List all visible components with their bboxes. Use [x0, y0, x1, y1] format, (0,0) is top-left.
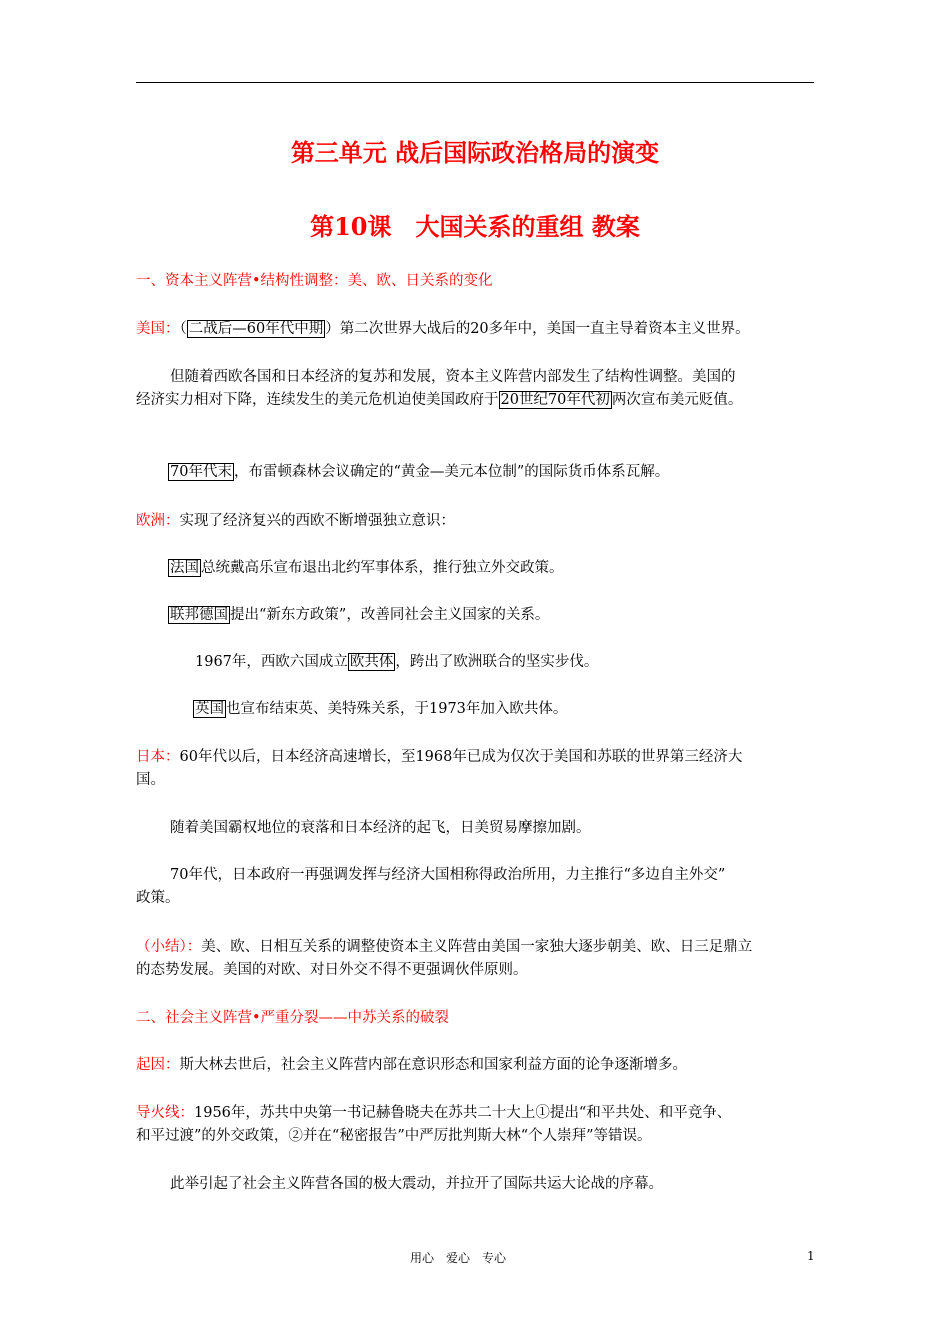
frg-text: 提出“新东方政策”，改善同社会主义国家的关系。 — [230, 607, 550, 623]
fuse-p2: 此举引起了社会主义阵营各国的极大震动，并拉开了国际共运大论战的序幕。 — [170, 1176, 663, 1192]
usa-paren-open: （ — [179, 321, 187, 337]
summary-label: （小结）： — [136, 939, 202, 955]
usa-p2-line1: 但随着西欧各国和日本经济的复苏和发展，资本主义阵营内部发生了结构性调整。美国的 — [170, 369, 736, 385]
japan-p3-line1: 70年代，日本政府一再强调发挥与经济大国相称得政治所用，力主推行“多边自主外交” — [170, 867, 726, 883]
summary-line1 — [136, 936, 752, 958]
uk-paragraph — [193, 698, 567, 720]
japan-line2: 国。 — [136, 772, 165, 788]
europe-paragraph — [136, 510, 455, 532]
cause-label: 起因： — [136, 1057, 180, 1073]
usa-p3-date-box: 70年代末 — [170, 464, 232, 480]
section-2-heading: 二、社会主义阵营•严重分裂——中苏关系的破裂 — [136, 1010, 450, 1026]
usa-p3-text: ，布雷顿森林会议确定的“黄金—美元本位制”的国际货币体系瓦解。 — [233, 464, 670, 480]
ec-box: 欧共体 — [349, 654, 394, 670]
japan-text: 60年代以后，日本经济高速增长，至1968年已成为仅次于美国和苏联的世界第三经济大 — [179, 749, 743, 765]
usa-p2-text-pre: 经济实力相对下降，连续发生的美元危机迫使美国政府于 — [136, 392, 499, 408]
frg-paragraph — [168, 604, 549, 626]
uk-text: 也宣布结束英、美特殊关系，于1973年加入欧共体。 — [226, 701, 568, 717]
usa-label: 美国： — [136, 321, 180, 337]
france-paragraph — [168, 557, 564, 579]
summary-text: 美、欧、日相互关系的调整使资本主义阵营由美国一家独大逐步朝美、欧、日三足鼎立 — [201, 939, 753, 955]
usa-p3 — [168, 461, 669, 483]
europe-label: 欧洲： — [136, 513, 180, 529]
lesson-title: 第10课 大国关系的重组 教案 — [310, 212, 640, 241]
cause-text: 斯大林去世后，社会主义阵营内部在意识形态和国家利益方面的论争逐渐增多。 — [179, 1057, 687, 1073]
japan-p3-line2: 政策。 — [136, 890, 180, 906]
ec-text-post: ，跨出了欧洲联合的坚实步伐。 — [395, 654, 599, 670]
page-number: 1 — [807, 1249, 815, 1263]
usa-p2-line2 — [136, 389, 742, 411]
fuse-line1 — [136, 1102, 731, 1124]
uk-box: 英国 — [195, 701, 224, 717]
header-rule — [136, 82, 814, 83]
ec-text-pre: 1967年，西欧六国成立 — [195, 654, 348, 670]
usa-paren-close: ） — [325, 321, 340, 337]
usa-p2-date-box: 20世纪70年代初 — [500, 392, 610, 408]
japan-p2: 随着美国霸权地位的衰落和日本经济的起飞，日美贸易摩擦加剧。 — [170, 820, 591, 836]
usa-p2-text-post: 两次宣布美元贬值。 — [611, 392, 743, 408]
usa-text: 第二次世界大战后的20多年中，美国一直主导着资本主义世界。 — [339, 321, 750, 337]
unit-title: 第三单元 战后国际政治格局的演变 — [290, 138, 660, 167]
fuse-text: 1956年，苏共中央第一书记赫鲁晓夫在苏共二十大上①提出“和平共处、和平竞争、 — [194, 1105, 732, 1121]
fuse-label: 导火线： — [136, 1105, 194, 1121]
cause-paragraph — [136, 1054, 687, 1076]
france-box: 法国 — [170, 560, 199, 576]
summary-line2: 的态势发展。美国的对欧、对日外交不得不更强调伙伴原则。 — [136, 962, 528, 978]
europe-text: 实现了经济复兴的西欧不断增强独立意识： — [179, 513, 455, 529]
japan-line1 — [136, 746, 742, 768]
usa-paragraph — [136, 318, 750, 340]
ec-paragraph — [195, 651, 598, 673]
fuse-line2: 和平过渡”的外交政策，②并在“秘密报告”中严厉批判斯大林“个人崇拜”等错误。 — [136, 1128, 652, 1144]
section-1-heading: 一、资本主义阵营•结构性调整：美、欧、日关系的变化 — [136, 273, 493, 289]
footer-motto: 用心 爱心 专心 — [410, 1251, 507, 1265]
japan-label: 日本： — [136, 749, 180, 765]
frg-box: 联邦德国 — [170, 607, 228, 623]
usa-period-box: 二战后—60年代中期 — [188, 321, 324, 337]
france-text: 总统戴高乐宣布退出北约军事体系，推行独立外交政策。 — [201, 560, 564, 576]
